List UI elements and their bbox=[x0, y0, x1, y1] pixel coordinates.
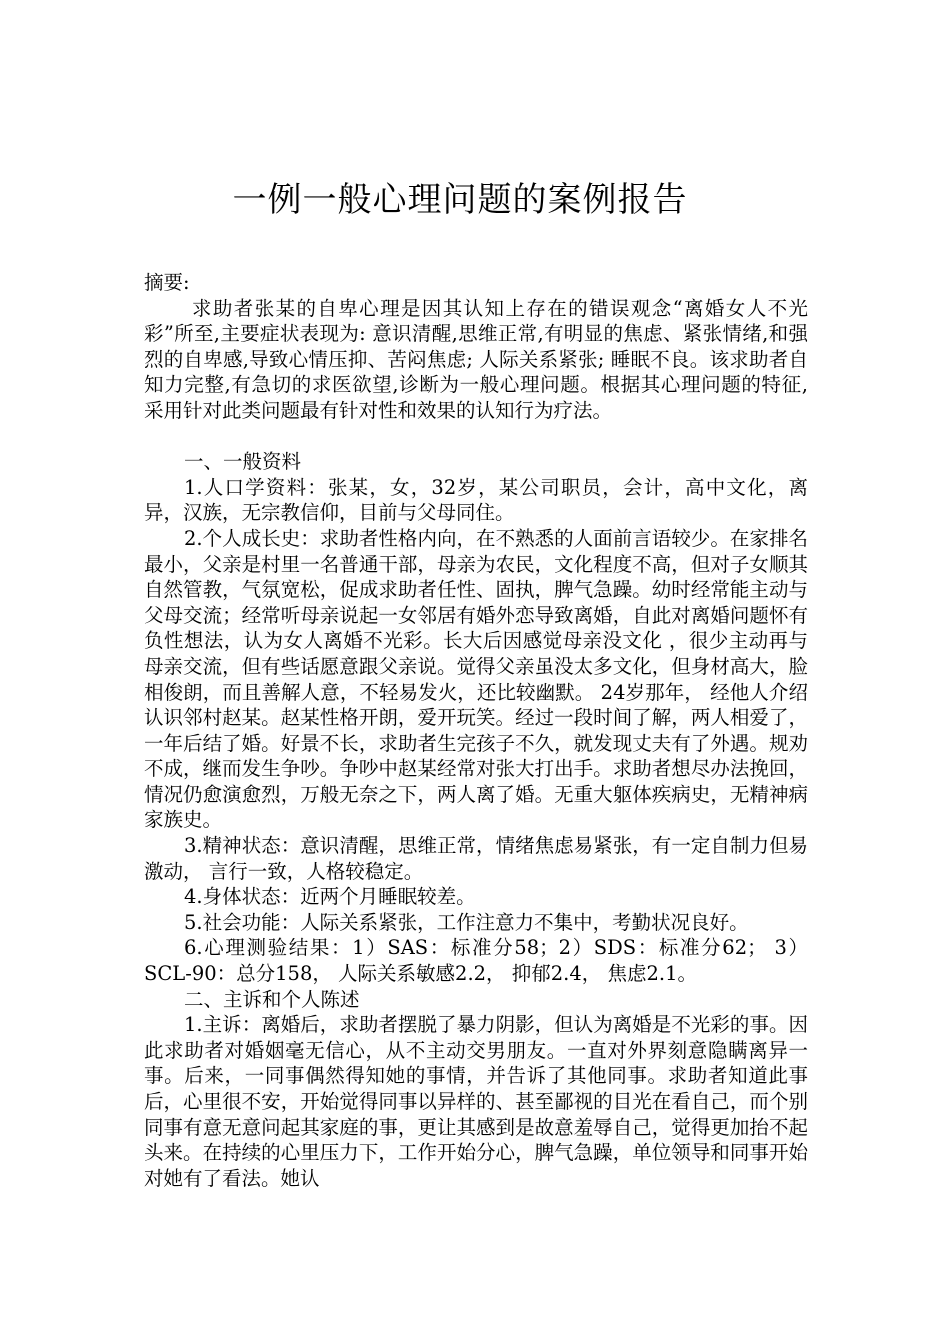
paragraph-chief-complaint: 1.主诉：离婚后，求助者摆脱了暴力阴影，但认为离婚是不光彩的事。因此求助者对婚姻毫无信心，从不主动交男朋友。一直对外界刻意隐瞒离异一事。后来，一同事偶然得知她的事情，并告诉了其他同事。求助者知道此事后，心里很不安，开始觉得同事以异样的、甚至鄙视的目光在看自己，而个别同事有意无意问起其家庭的事，更让其感到是故意羞辱自己，觉得更加抬不起头来。在持续的心里压力下，工作开始分心，脾气急躁，单位领导和同事开始对她有了看法。她认 bbox=[144, 1013, 808, 1190]
document-title: 一例一般心理问题的案例报告 bbox=[232, 180, 688, 220]
abstract-paragraph: 求助者张某的自卑心理是因其认知上存在的错误观念“离婚女人不光彩”所至,主要症状表现为: 意识清醒,思维正常,有明显的焦虑、紧张情绪,和强烈的自卑感,导致心情压抑、苦闷焦虑; 人际关系紧张; 睡眠不良。该求助者自知力完整,有急切的求医欲望,诊断为一般心理问题。根据其心理问题的特征, 采用针对此类问题最有针对性和效果的认知行为疗法。 bbox=[144, 296, 808, 422]
paragraph-physical-state: 4.身体状态：近两个月睡眠较差。 bbox=[184, 885, 476, 909]
paragraph-mental-state: 3.精神状态：意识清醒，思维正常，情绪焦虑易紧张，有一定自制力但易激动， 言行一致，人格较稳定。 bbox=[144, 834, 808, 883]
section-heading-complaint: 二、主诉和个人陈述 bbox=[184, 987, 360, 1011]
document-body bbox=[144, 270, 808, 1191]
section-heading-general-info: 一、一般资料 bbox=[184, 450, 302, 474]
paragraph-demographics: 1.人口学资料：张某，女，32岁，某公司职员，会计，高中文化，离异，汉族，无宗教信仰，目前与父母同住。 bbox=[144, 475, 808, 525]
paragraph-spacer bbox=[144, 424, 808, 450]
paragraph-personal-history: 2.个人成长史：求助者性格内向，在不熟悉的人面前言语较少。在家排名最小，父亲是村里一名普通干部，母亲为农民，文化程度不高，但对子女顺其自然管教，气氛宽松，促成求助者任性、固执，脾气急躁。幼时经常能主动与父母交流；经常听母亲说起一女邻居有婚外恋导致离婚，自此对离婚问题怀有负性想法，认为女人离婚不光彩。长大后因感觉母亲没文化 ，很少主动再与母亲交流，但有些话愿意跟父亲说。觉得父亲虽没太多文化，但身材高大，脸相俊朗，而且善解人意，不轻易发火，还比较幽默。 24岁那年， 经他人介绍认识邻村赵某。赵某性格开朗，爱开玩笑。经过一段时间了解，两人相爱了，一年后结了婚。好景不长，求助者生完孩子不久，就发现丈夫有了外遇。规劝不成，继而发生争吵。争吵中赵某经常对张大打出手。求助者想尽办法挽回，情况仍愈演愈烈，万般无奈之下，两人离了婚。无重大躯体疾病史，无精神病家族史。 bbox=[144, 526, 808, 832]
paragraph-test-results: 6.心理测验结果：1）SAS：标准分58；2）SDS：标准分62； 3）SCL-90：总分158， 人际关系敏感2.2， 抑郁2.4， 焦虑2.1。 bbox=[144, 936, 808, 986]
paragraph-social-function: 5.社会功能：人际关系紧张，工作注意力不集中，考勤状况良好。 bbox=[184, 910, 749, 934]
abstract-label: 摘要: bbox=[144, 271, 190, 294]
